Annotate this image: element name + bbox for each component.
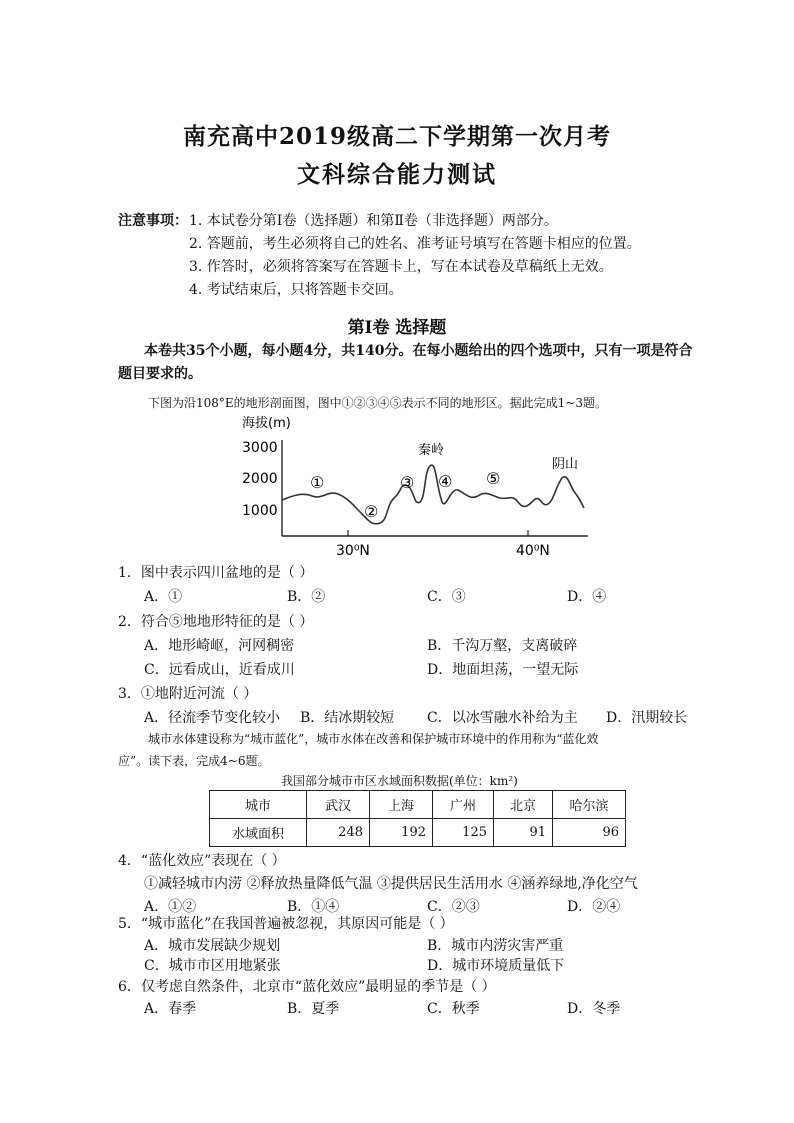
q4-option-a: A．①② (144, 899, 197, 915)
marker-1: ① (310, 473, 325, 492)
table-cell: 192 (370, 819, 433, 847)
q2-option-d: D．地面坦荡，一望无际 (427, 662, 579, 678)
q5-stem: 5．“城市蓝化”在我国普遍被忽视，其原因可能是（ ） (118, 916, 454, 932)
passage2-line2: 应”。读下表，完成4~6题。 (118, 754, 270, 768)
q5-option-d: D．城市环境质量低下 (427, 958, 565, 974)
table-cell: 248 (307, 819, 370, 847)
table-caption: 我国部分城市市区水域面积数据(单位：km²) (281, 774, 518, 788)
section-intro-line2: 题目要求的。 (118, 366, 202, 382)
q4-option-d: D．②④ (567, 899, 621, 915)
table-cell: 125 (433, 819, 494, 847)
passage2-line1: 城市水体建设称为“城市蓝化”，城市水体在改善和保护城市环境中的作用称为“蓝化效 (148, 732, 599, 746)
q1-option-c: C．③ (427, 589, 466, 605)
table-header-cell: 哈尔滨 (553, 791, 626, 819)
notice-item-2: 2. 答题前，考生必须将自己的姓名、准考证号填写在答题卡相应的位置。 (189, 236, 641, 252)
marker-2: ② (364, 502, 379, 521)
exam-subtitle: 文科综合能力测试 (297, 161, 497, 188)
table-header-cell: 城市 (210, 791, 307, 819)
q6-option-a: A．春季 (144, 1001, 197, 1017)
section-title: 第Ⅰ卷 选择题 (347, 318, 447, 338)
marker-5: ⑤ (486, 469, 501, 488)
q2-stem: 2．符合⑤地地形特征的是（ ） (118, 614, 314, 630)
table-header-cell: 广州 (433, 791, 494, 819)
ytick-2000: 2000 (242, 471, 278, 487)
q2-option-a: A．地形崎岖，河网稠密 (144, 638, 295, 654)
q5-option-c: C．城市市区用地紧张 (144, 958, 281, 974)
q6-option-c: C．秋季 (427, 1001, 480, 1017)
label-yinshan: 阴山 (552, 457, 579, 472)
notice-item-3: 3. 作答时，必须将答案写在答题卡上，写在本试卷及草稿纸上无效。 (189, 259, 613, 275)
q1-option-b: B．② (287, 589, 326, 605)
q3-option-a: A．径流季节变化较小 (144, 710, 281, 726)
notice-item-4: 4. 考试结束后，只将答题卡交回。 (189, 282, 403, 298)
q5-option-a: A．城市发展缺少规划 (144, 938, 281, 954)
table-header-cell: 北京 (494, 791, 553, 819)
terrain-profile-figure (230, 410, 600, 560)
q1-option-d: D．④ (567, 589, 607, 605)
table-header-cell: 上海 (370, 791, 433, 819)
q1-option-a: A．① (144, 589, 183, 605)
xtick-30N: 30⁰N (336, 543, 370, 559)
q6-option-b: B．夏季 (287, 1001, 340, 1017)
q1-stem: 1．图中表示四川盆地的是（ ） (118, 565, 314, 581)
xtick-40N: 40⁰N (516, 543, 550, 559)
notice-label: 注意事项： (118, 213, 188, 229)
table-cell: 96 (553, 819, 626, 847)
marker-3: ③ (400, 473, 415, 492)
q3-option-d: D．汛期较长 (606, 710, 688, 726)
exam-title: 南充高中2019级高二下学期第一次月考 (182, 123, 611, 150)
marker-4: ④ (438, 472, 453, 491)
terrain-profile-line (282, 465, 584, 524)
q3-option-c: C．以冰雪融水补给为主 (427, 710, 578, 726)
q2-option-b: B．千沟万壑，支离破碎 (427, 638, 578, 654)
table-cell: 91 (494, 819, 553, 847)
q5-option-b: B．城市内涝灾害严重 (427, 938, 564, 954)
water-area-table (209, 790, 626, 847)
q6-stem: 6．仅考虑自然条件，北京市“蓝化效应”最明显的季节是（ ） (118, 979, 496, 995)
q4-option-b: B．①④ (287, 899, 340, 915)
q4-stem: 4．“蓝化效应”表现在（ ） (118, 853, 286, 869)
table-row (210, 819, 626, 847)
q6-option-d: D．冬季 (567, 1001, 621, 1017)
q2-option-c: C．远看成山，近看成川 (144, 662, 295, 678)
table-header-cell: 武汉 (307, 791, 370, 819)
section-intro-line1: 本卷共35个小题，每小题4分，共140分。在每小题给出的四个选项中，只有一项是符合 (144, 343, 693, 359)
figure-ylabel: 海拔(m) (242, 416, 291, 431)
table-row-label: 水域面积 (210, 819, 307, 847)
notice-item-1: 1. 本试卷分第Ⅰ卷（选择题）和第Ⅱ卷（非选择题）两部分。 (189, 213, 558, 229)
q4-option-c: C．②③ (427, 899, 480, 915)
q3-option-b: B．结冰期较短 (300, 710, 395, 726)
q4-statements: ①减轻城市内涝 ②释放热量降低气温 ③提供居民生活用水 ④涵养绿地,净化空气 (144, 876, 638, 892)
ytick-3000: 3000 (242, 440, 278, 456)
ytick-1000: 1000 (242, 503, 278, 519)
q3-stem: 3．①地附近河流（ ） (118, 686, 258, 702)
figure-caption: 下图为沿108°E的地形剖面图，图中①②③④⑤表示不同的地形区。据此完成1~3题。 (148, 396, 607, 410)
label-qinling: 秦岭 (418, 443, 445, 458)
table-header-row (210, 791, 626, 819)
